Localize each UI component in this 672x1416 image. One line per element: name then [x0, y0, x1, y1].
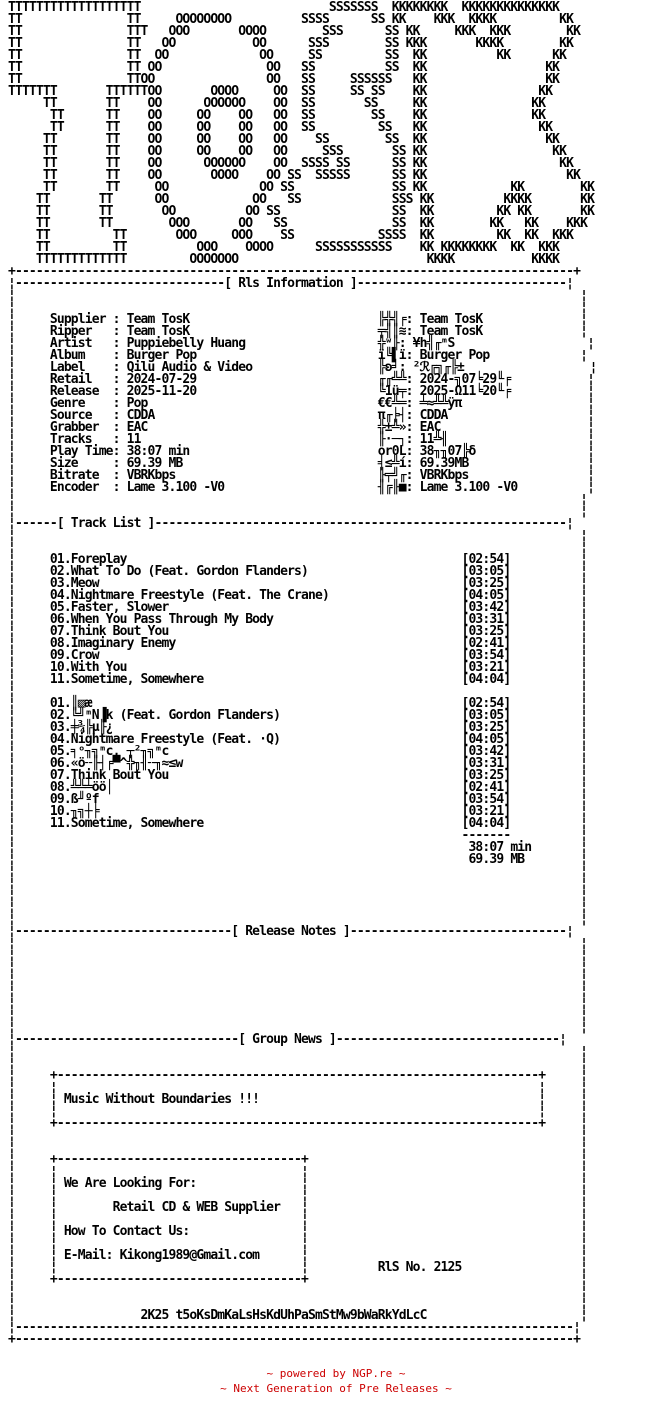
site-footer — [0, 1366, 672, 1396]
footer-tagline: ~ Next Generation of Pre Releases ~ — [220, 1382, 452, 1395]
footer-powered-by: ~ powered by NGP.re ~ — [266, 1367, 406, 1380]
nfo-document: TTTTTTTTTTTTTTTTTTT SSSSSSS KKKKKKKK KKKKKKKKKKKKKK TT TT OOOOOOOO SSSS SS KK KKK KKKK KK TT TTT OOO OOOO SSS SS KK KKK KKK KK TT TT OO OO SSS SS KKK KKKK KK TT TT OO OO SS SS KK KK KK TT TT OO OO SS SS KK KK TT TTOO OO SS SSSSSS KK KK TTTTTTT TTTTTTOO OOOO OO SS SS SS KK KK TT TT OO OOOOOO OO SS SS KK KK TT TT OO OO OO OO SS SS KK KK TT TT OO OO OO OO SS SS KK KK TT TT OO OO OO OO SS SS KK KK TT TT OO OO OO OO SSS SS KK KK TT TT OO OOOOOO OO SSSS SS SS KK KK TT TT OO OOOO OO SS SSSSS SS KK KK TT TT OO OO SS SS KK KK KK TT TT OO OO SS SSS KK KKKK KK TT TT OO OO SS SS KK KK KK KK TT TT OOO OO SS SS KK KK KK KKK TT TT OOO OOO SS SSSS KK KK KK KKK TT TT OOO OOOO SSSSSSSSSSS KK KKKKKKKK KK KKK TTTTTTTTTTTTT OOOOOOO KKKK KKKK +--------------------------------------------------------------------------------+ ¦------------------------------[ Rls Information ]------------------------------¦ ¦ ¦ ¦ ¦ ¦ Supplier : Team TosK ╠╬╣╒: Team TosK ¦ ¦ Ripper : Team TosK ╤╣║≋: Team TosK ¦ ¦ Artist : Puppiebelly Huang ╬ʷ╟: ¥h╣╓ᵐS ¦ ¦ Album : Burger Pop ï╚▌ï: Burger Pop ¦ ¦ Label : Qilu Audio & Video ╠ʚ╛: ²ℛ╔╗╓╠± ¦ ¦ Retail : 2024-07-29 ╓╓╩╩: 2024-╗07╘29╙╒ ¦ ¦ Release : 2025-11-20 ╚1ü╤: 2025-Ω11╘20╙╒ ¦ ¦ Genre : Pop €€╩═: ╧≈╩╩ÿπ ¦ ¦ Source : CDDA π╓╞┤: CDDA ¦ ¦ Grabber : EAC ╬±╩»: EAC ¦ ¦ Tracks : 11 ╟·─┐: 11╩╢ ¦ ¦ Play Time: 38:07 min or0L: 38╖╖07╠δ ¦ ¦ Size : 69.39 MB ╡≤╩í: 69.39MB ¦ ¦ Bitrate : VBRKbps ╟╤╝╓: VBRKbps ¦ ¦ Encoder : Lame 3.100 -V0 ╢╔╟■: Lame 3.100 -V0 ¦ ¦ ¦ ¦ ¦ ¦------[ Track List ]-----------------------------------------------------------¦ ¦ ¦ ¦ ¦ ¦ 01.Foreplay [02:54] ¦ ¦ 02.What To Do (Feat. Gordon Flanders) [03:05] ¦ ¦ 03.Meow [03:25] ¦ ¦ 04.Nightmare Freestyle (Feat. The Crane) [04:05] ¦ ¦ 05.Faster, Slower [03:42] ¦ ¦ 06.When You Pass Through My Body [03:31] ¦ ¦ 07.Think Bout You [03:25] ¦ ¦ 08.Imaginary Enemy [02:41] ¦ ¦ 09.Crow [03:54] ¦ ¦ 10.With You [03:21] ¦ ¦ 11.Sometime, Somewhere [04:04] ¦ ¦ ¦ ¦ 01.║▧æ [02:54] ¦ ¦ 02.╚╝ᵐN▐k (Feat. Gordon Flanders) [03:05] ¦ ¦ 03.╪¾╠µ╟¿ [03:25] ¦ ¦ 04.Nightmare Freestyle (Feat. ·Q) [04:05] ¦ ¦ 05.╕ᵒ╖╗ᵐc, ┬²╖╗ᵐc [03:42] ¦ ¦ 06.«ö╌╟┤╒▀^╬╖╢╌╖≈≤w [03:31] ¦ ¦ 07.Think Bout You [03:25] ¦ ¦ 08.╩╩╧öö│ [02:41] ¦ ¦ 09.ß╜ºf [03:54] ¦ ¦ 10.╖╗┼╞ [03:21] ¦ ¦ 11.Sometime, Somewhere [04:04] ¦ ¦ ------- ¦ ¦ 38:07 min ¦ ¦ 69.39 MB ¦ ¦ ¦ ¦ ¦ ¦ ¦ ¦ ¦ ¦ ¦ ¦-------------------------------[ Release Notes ]-------------------------------¦ ¦ ¦ ¦ ¦ ¦ ¦ ¦ ¦ ¦ ¦ ¦ ¦ ¦ ¦ ¦ ¦ ¦--------------------------------[ Group News ]--------------------------------¦ ¦ ¦ ¦ ¦ ¦ +---------------------------------------------------------------------+ ¦ ¦ ¦ ¦ ¦ ¦ ¦ Music Without Boundaries !!! ¦ ¦ ¦ ¦ ¦ ¦ ¦ +---------------------------------------------------------------------+ ¦ ¦ ¦ ¦ ¦ ¦ +-----------------------------------+ ¦ ¦ ¦ ¦ ¦ ¦ ¦ We Are Looking For: ¦ ¦ ¦ ¦ ¦ ¦ ¦ ¦ Retail CD & WEB Supplier ¦ ¦ ¦ ¦ ¦ ¦ ¦ ¦ How To Contact Us: ¦ ¦ ¦ ¦ ¦ ¦ ¦ ¦ E-Mail: Kikong1989@Gmail.com ¦ ¦ ¦ ¦ ¦ RlS No. 2125 ¦ ¦ +-----------------------------------+ ¦ ¦ ¦ ¦ ¦ ¦ 2K25 t5oKsDmKaLsHsKdUhPaSmStMw9bWaRkYdLcC ¦ ¦--------------------------------------------------------------------------------¦ +--------------------------------------------------------------------------------+ — [8, 0, 597, 1347]
